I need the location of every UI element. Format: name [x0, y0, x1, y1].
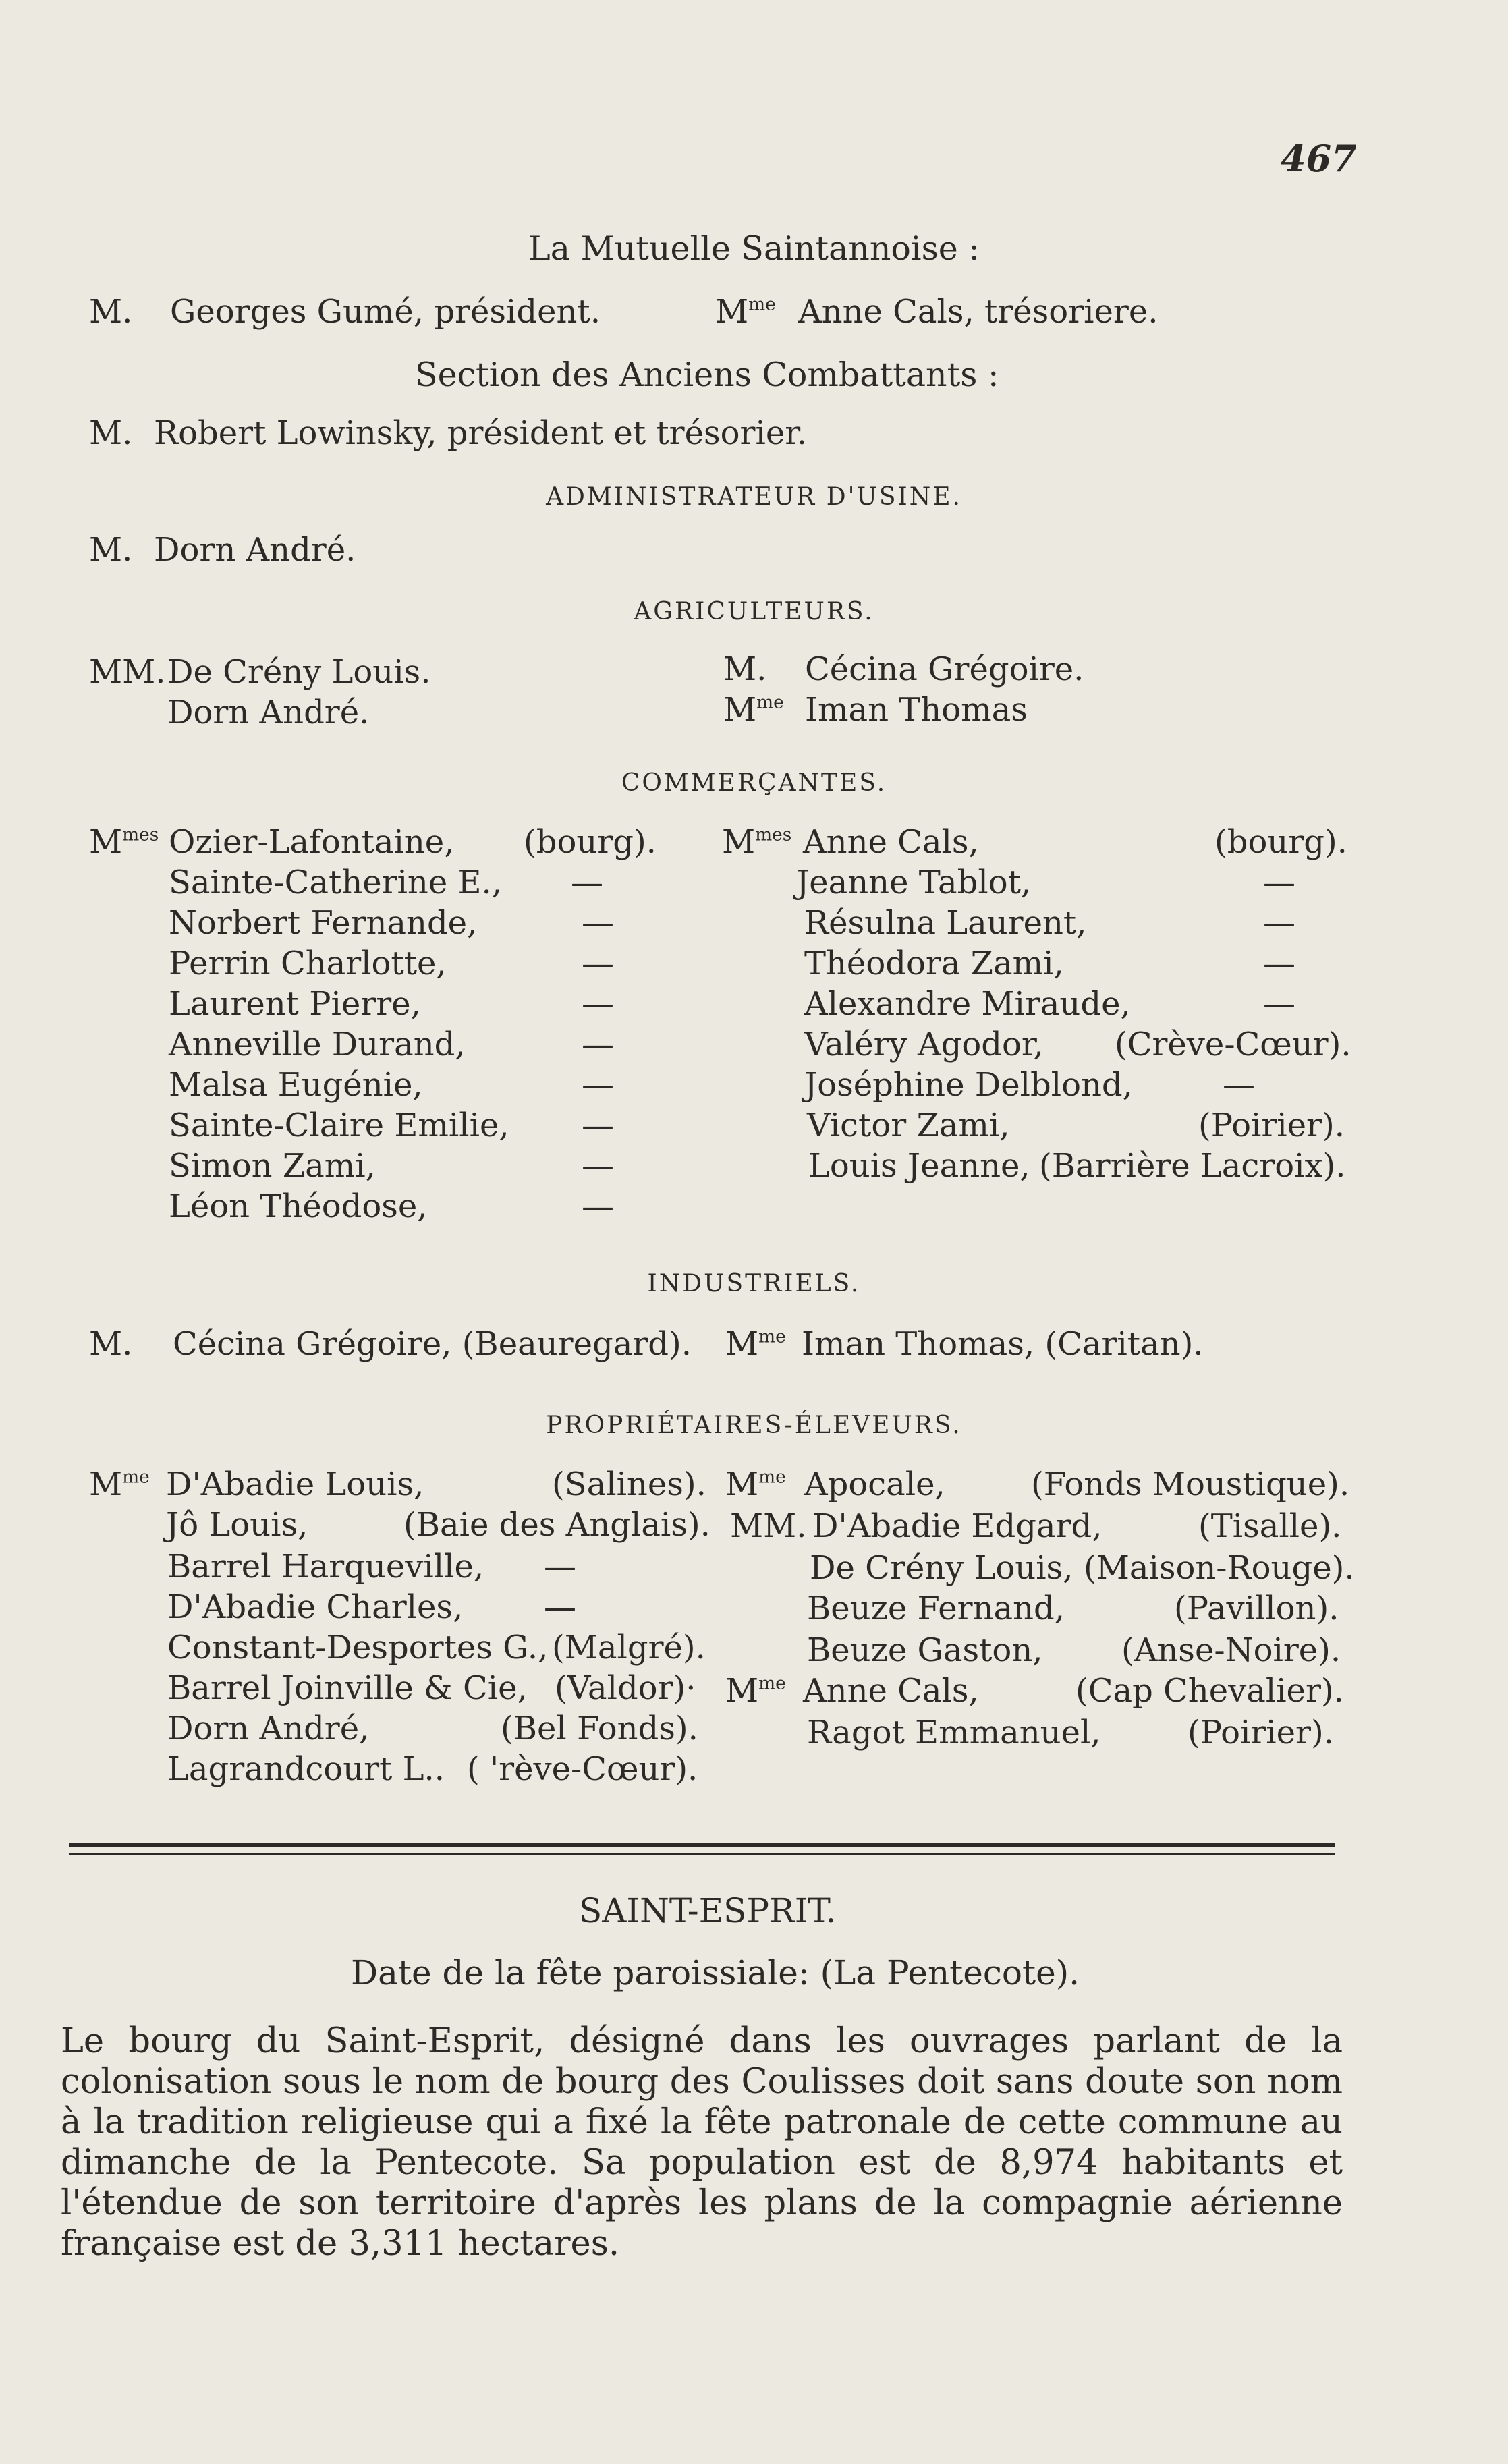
- commercantes-right-title: $M^{mes}$: [722, 823, 792, 861]
- administrateur-heading: ADMINISTRATEUR D'USINE.: [546, 483, 962, 511]
- proprietaire-name: Anne Cals,: [803, 1672, 979, 1710]
- proprietaire-name: Jô Louis,: [166, 1506, 308, 1544]
- saint-esprit-paragraph: Le bourg du Saint-Esprit, désigné dans les ouvrages parlant de la colonisation sous le nom de bourg des Coulisses doit sans doute son nom à la tradition religieuse qui a fixé la fête patronale de cette commune au dimanche de la Pentecote. Sa population est de 8,974 habitants et l'étendue de son territoire d'après les plans de la compagnie aérienne française est de 3,311 hectares.: [61, 2021, 1343, 2264]
- proprietaire-place: —: [544, 1548, 576, 1586]
- agriculteurs-right-item: Cécina Grégoire.: [805, 650, 1084, 688]
- mutuelle-president: Georges Gumé, président.: [170, 293, 601, 331]
- proprietaires-heading: PROPRIÉTAIRES-ÉLEVEURS.: [546, 1411, 962, 1439]
- administrateur-title: M.: [89, 531, 133, 569]
- section-divider-thick: [69, 1843, 1335, 1847]
- proprietaires-right-title: $M^{me}$: [725, 1672, 786, 1710]
- commercante-place: —: [1223, 1066, 1255, 1104]
- proprietaires-right-title: $M^{me}$: [725, 1465, 786, 1503]
- proprietaire-place: (Maison-Rouge).: [1084, 1549, 1355, 1587]
- commercante-name: Sainte-Claire Emilie,: [169, 1107, 509, 1144]
- commercante-place: (Crève-Cœur).: [1115, 1026, 1351, 1063]
- industriels-left-title: M.: [89, 1325, 133, 1363]
- commercante-name: Simon Zami,: [169, 1147, 376, 1185]
- agriculteurs-right-title: $M^{me}$: [723, 691, 784, 729]
- proprietaire-place: (Cap Chevalier).: [1076, 1672, 1344, 1710]
- proprietaire-name: Beuze Gaston,: [807, 1631, 1043, 1669]
- commercante-place: —: [582, 1187, 614, 1225]
- proprietaire-place: (Tisalle).: [1198, 1507, 1342, 1545]
- commercante-place: (Poirier).: [1198, 1107, 1345, 1144]
- proprietaire-name: Barrel Joinville & Cie,: [167, 1669, 528, 1707]
- proprietaire-place: (Salines).: [552, 1465, 706, 1503]
- commercante-name: Valéry Agodor,: [804, 1026, 1044, 1063]
- proprietaire-place: (Malgré).: [552, 1629, 706, 1667]
- anciens-president-title: M.: [89, 414, 133, 452]
- proprietaire-place: (Valdor)·: [555, 1669, 696, 1707]
- agriculteurs-right-item: Iman Thomas: [805, 691, 1028, 729]
- proprietaire-name: D'Abadie Charles,: [167, 1588, 464, 1626]
- commercante-name: Résulna Laurent,: [804, 904, 1087, 942]
- commercantes-heading: COMMERÇANTES.: [621, 769, 887, 797]
- commercante-name: Sainte-Catherine E.,: [169, 864, 503, 901]
- commercante-name: Joséphine Delblond,: [804, 1066, 1133, 1104]
- commercante-place: —: [582, 1026, 614, 1063]
- commercante-place: —: [582, 1147, 614, 1185]
- commercante-place: —: [1263, 904, 1295, 942]
- proprietaire-name: Barrel Harqueville,: [167, 1548, 484, 1586]
- commercante-name: Malsa Eugénie,: [169, 1066, 423, 1104]
- commercante-place: —: [571, 864, 603, 901]
- commercante-place: —: [582, 945, 614, 982]
- proprietaire-name: Apocale,: [804, 1465, 945, 1503]
- commercante-name: Perrin Charlotte,: [169, 945, 447, 982]
- mutuelle-tresoriere-title: $M^{me}$: [715, 293, 776, 331]
- industriels-heading: INDUSTRIELS.: [647, 1270, 861, 1297]
- commercante-name: Laurent Pierre,: [169, 985, 421, 1023]
- mutuelle-heading: La Mutuelle Saintannoise :: [528, 229, 980, 268]
- commercante-place: —: [582, 985, 614, 1023]
- commercantes-left-title: $M^{mes}$: [89, 823, 159, 861]
- anciens-heading: Section des Anciens Combattants :: [415, 356, 999, 394]
- proprietaire-name: Constant-Desportes G.,: [167, 1629, 549, 1667]
- proprietaire-name: De Crény Louis,: [810, 1549, 1073, 1587]
- commercante-place: —: [582, 1107, 614, 1144]
- commercante-name: Louis Jeanne,: [808, 1147, 1030, 1185]
- commercante-place: —: [1263, 945, 1295, 982]
- commercante-name: Norbert Fernande,: [169, 904, 478, 942]
- proprietaire-name: D'Abadie Edgard,: [812, 1507, 1102, 1545]
- proprietaire-name: Ragot Emmanuel,: [807, 1714, 1101, 1752]
- mutuelle-tresoriere: Anne Cals, trésoriere.: [798, 293, 1158, 331]
- proprietaire-place: —: [544, 1588, 576, 1626]
- proprietaire-name: Lagrandcourt L..: [167, 1750, 445, 1788]
- commercante-place: —: [1263, 985, 1295, 1023]
- commercante-name: Victor Zami,: [807, 1107, 1010, 1144]
- page-number: 467: [1281, 137, 1357, 180]
- proprietaire-place: ( 'rève-Cœur).: [467, 1750, 698, 1788]
- commercante-place: (Barrière Lacroix).: [1039, 1147, 1346, 1185]
- agriculteurs-left-item: Dorn André.: [167, 694, 370, 731]
- commercante-name: Ozier-Lafontaine,: [169, 823, 455, 861]
- saint-esprit-heading: SAINT-ESPRIT.: [579, 1891, 837, 1930]
- proprietaire-place: (Poirier).: [1188, 1714, 1334, 1752]
- industriels-left: Cécina Grégoire, (Beauregard).: [173, 1325, 692, 1363]
- commercante-name: Anneville Durand,: [169, 1026, 466, 1063]
- industriels-right: Iman Thomas, (Caritan).: [802, 1325, 1204, 1363]
- industriels-right-title: $M^{me}$: [725, 1325, 786, 1363]
- anciens-president: Robert Lowinsky, président et trésorier.: [154, 414, 808, 452]
- proprietaires-left-title: $M^{me}$: [89, 1465, 150, 1503]
- commercante-name: Alexandre Miraude,: [804, 985, 1131, 1023]
- agriculteurs-heading: AGRICULTEURS.: [634, 598, 874, 625]
- agriculteurs-left-title: MM.: [89, 653, 166, 691]
- proprietaire-place: (Baie des Anglais).: [403, 1506, 710, 1544]
- agriculteurs-left-item: De Crény Louis.: [167, 653, 431, 691]
- saint-esprit-subheading: Date de la fête paroissiale: (La Pentecote).: [351, 1953, 1080, 1992]
- mutuelle-president-title: M.: [89, 293, 133, 331]
- proprietaire-place: (Fonds Moustique).: [1031, 1465, 1350, 1503]
- proprietaires-right-title: MM.: [730, 1507, 807, 1545]
- commercante-place: —: [582, 1066, 614, 1104]
- commercante-place: (bourg).: [524, 823, 657, 861]
- administrateur-name: Dorn André.: [154, 531, 356, 569]
- proprietaire-name: Beuze Fernand,: [807, 1590, 1065, 1627]
- commercante-name: Théodora Zami,: [804, 945, 1064, 982]
- commercante-name: Jeanne Tablot,: [796, 864, 1032, 901]
- proprietaire-place: (Pavillon).: [1174, 1590, 1339, 1627]
- commercante-place: —: [582, 904, 614, 942]
- commercante-place: —: [1263, 864, 1295, 901]
- commercante-name: Léon Théodose,: [169, 1187, 428, 1225]
- commercante-place: (bourg).: [1214, 823, 1347, 861]
- proprietaire-place: (Bel Fonds).: [501, 1710, 698, 1747]
- section-divider-thin: [69, 1853, 1335, 1855]
- agriculteurs-right-title: M.: [723, 650, 767, 688]
- proprietaire-name: D'Abadie Louis,: [166, 1465, 424, 1503]
- proprietaire-name: Dorn André,: [167, 1710, 370, 1747]
- proprietaire-place: (Anse-Noire).: [1121, 1631, 1341, 1669]
- commercante-name: Anne Cals,: [803, 823, 979, 861]
